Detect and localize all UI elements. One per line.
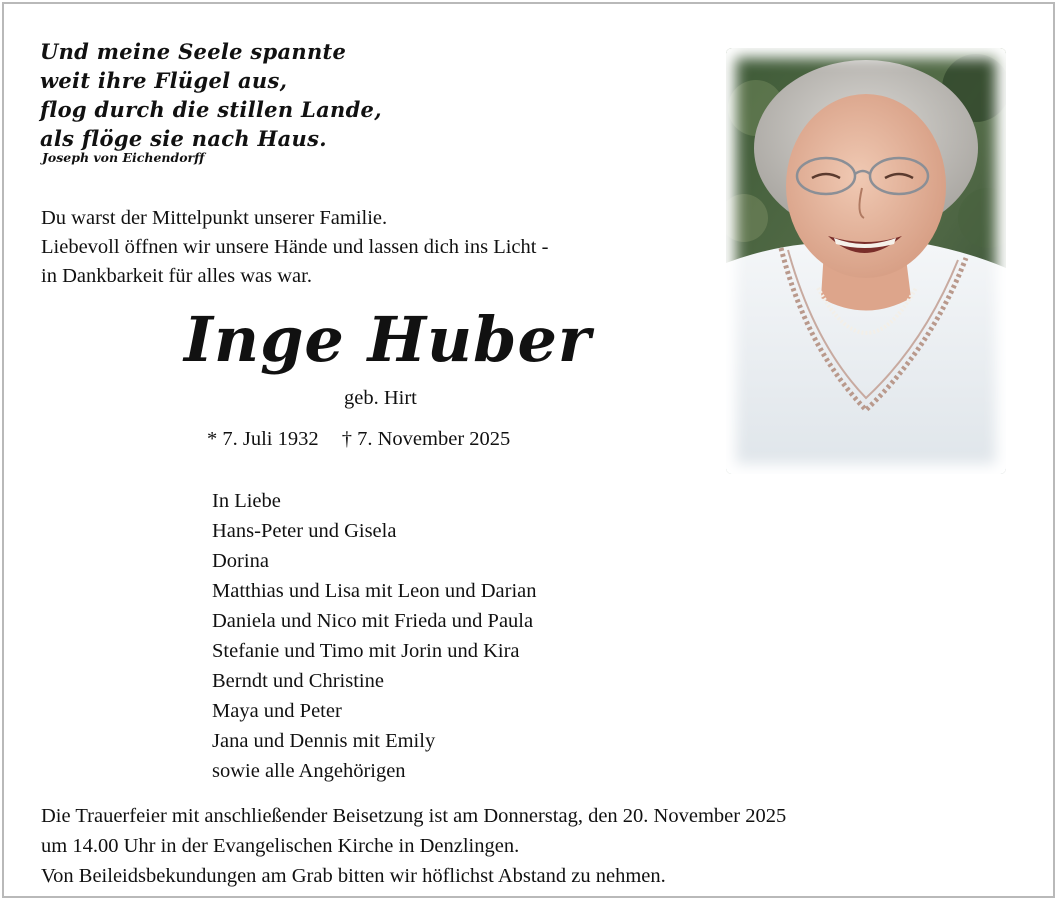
mourner-line: In Liebe [212, 490, 281, 512]
mourner-line: Berndt und Christine [212, 670, 384, 692]
mourner-line: Hans-Peter und Gisela [212, 520, 397, 542]
poem-author: Joseph von Eichendorff [42, 150, 205, 165]
obituary-frame [2, 2, 1055, 898]
notice-line: um 14.00 Uhr in der Evangelischen Kirche in Denzlingen. [41, 835, 520, 857]
mourners-list [212, 486, 537, 786]
intro-line: Liebevoll öffnen wir unsere Hände und lassen dich ins Licht - [41, 236, 549, 258]
poem-line: weit ihre Flügel aus, [40, 68, 288, 93]
portrait-illustration [726, 48, 1006, 474]
birth-date: * 7. Juli 1932 [207, 428, 319, 450]
mourner-line: Maya und Peter [212, 700, 342, 722]
funeral-notice [41, 801, 786, 891]
intro-line: Du warst der Mittelpunkt unserer Familie. [41, 207, 388, 229]
mourner-line: Stefanie und Timo mit Jorin und Kira [212, 640, 520, 662]
notice-line: Von Beileidsbekundungen am Grab bitten wir höflichst Abstand zu nehmen. [41, 865, 666, 887]
poem [40, 37, 382, 153]
birth-name: geb. Hirt [344, 387, 417, 409]
mourner-line: sowie alle Angehörigen [212, 760, 406, 782]
mourner-line: Dorina [212, 550, 269, 572]
mourner-line: Daniela und Nico mit Frieda und Paula [212, 610, 534, 632]
deceased-name: Inge Huber [184, 303, 592, 376]
intro-line: in Dankbarkeit für alles was war. [41, 265, 312, 287]
intro-text [41, 204, 548, 291]
mourner-line: Matthias und Lisa mit Leon und Darian [212, 580, 537, 602]
poem-line: Und meine Seele spannte [40, 39, 347, 64]
death-date: † 7. November 2025 [341, 428, 511, 450]
life-dates [207, 428, 510, 451]
portrait-photo [726, 48, 1006, 474]
notice-line: Die Trauerfeier mit anschließender Beisetzung ist am Donnerstag, den 20. November 2025 [41, 805, 787, 827]
poem-line: als flöge sie nach Haus. [40, 126, 327, 151]
mourner-line: Jana und Dennis mit Emily [212, 730, 436, 752]
poem-line: flog durch die stillen Lande, [40, 97, 382, 122]
